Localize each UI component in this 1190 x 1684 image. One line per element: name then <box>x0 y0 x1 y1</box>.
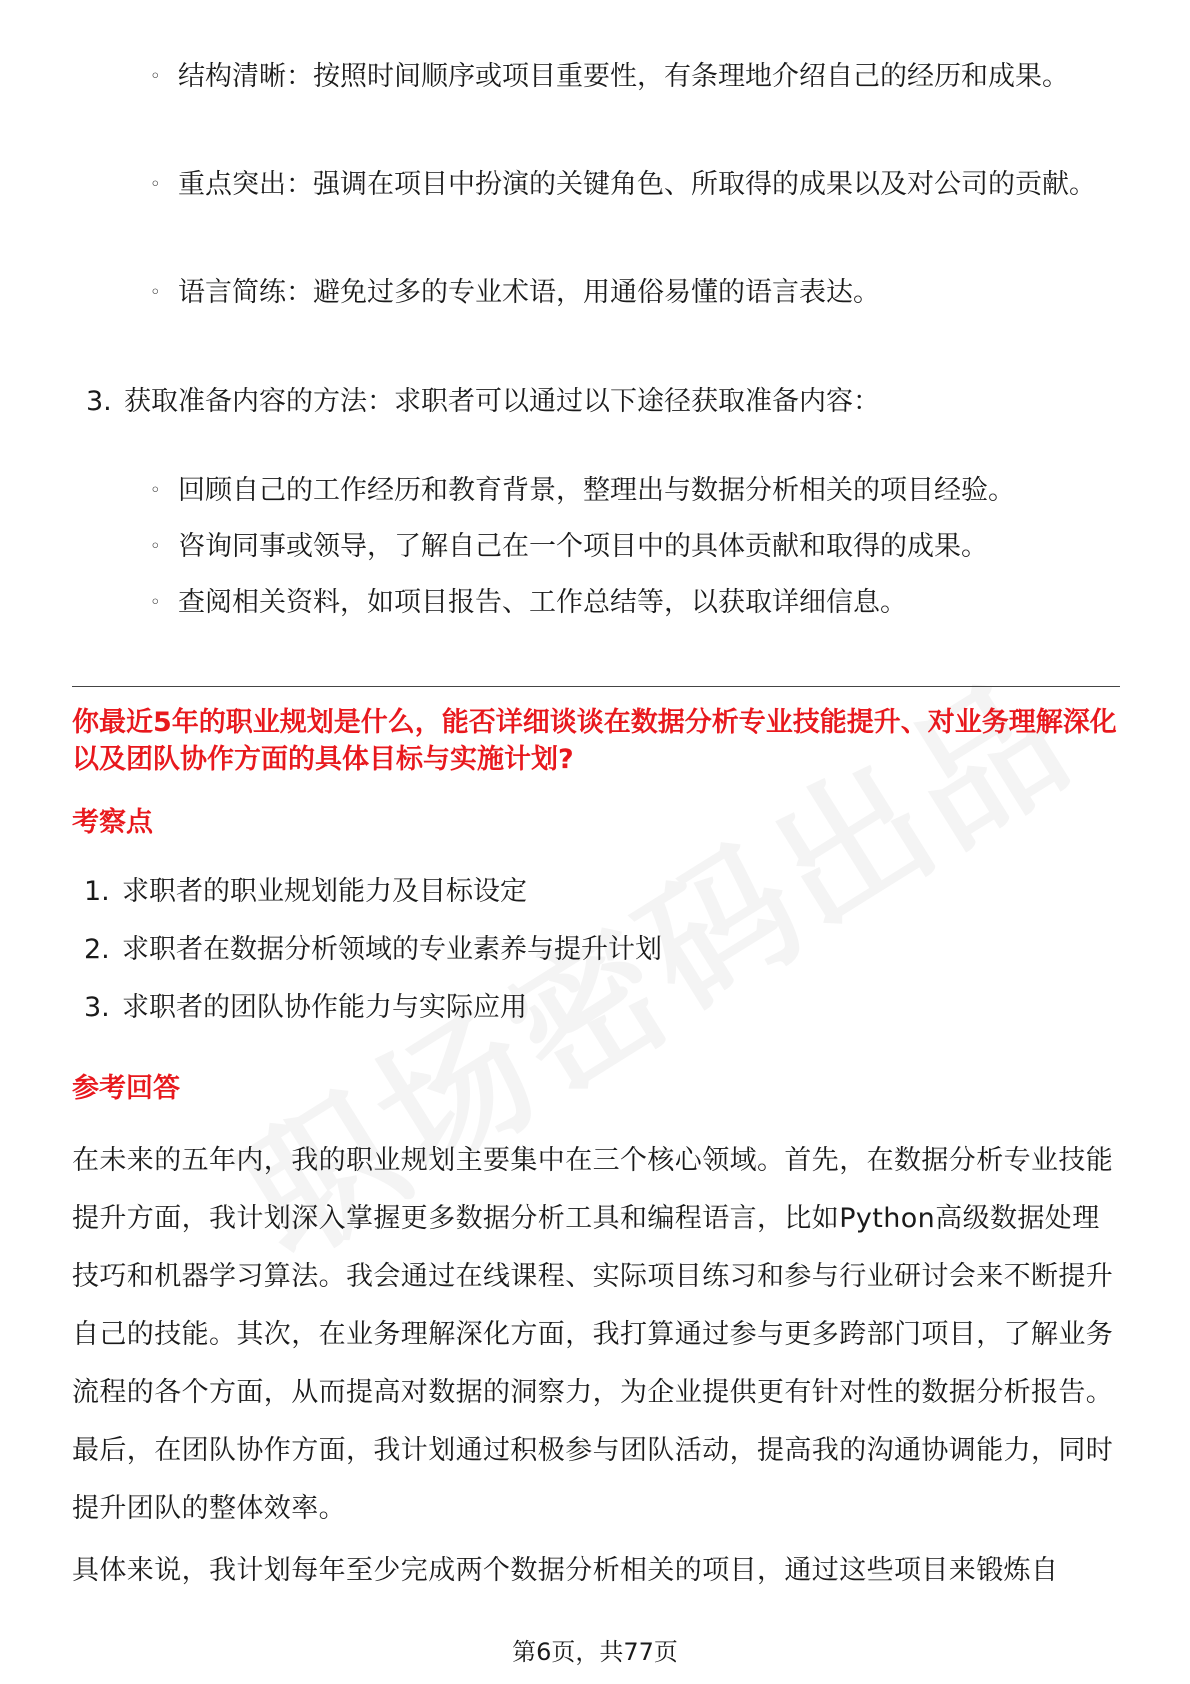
list-item <box>150 264 1120 322</box>
numbered-item <box>86 382 1116 422</box>
item-number: 1. <box>84 876 110 907</box>
item-text: 获取准备内容的方法：求职者可以通过以下途径获取准备内容： <box>124 386 880 417</box>
list-item <box>150 48 1120 106</box>
bullet-circle-icon: ◦ <box>150 174 161 195</box>
list-item-text: 语言简练：避免过多的专业术语，用通俗易懂的语言表达。 <box>178 277 880 308</box>
bullet-circle-icon: ◦ <box>150 480 161 501</box>
item-number: 2. <box>84 934 110 965</box>
list-item-text: 回顾自己的工作经历和教育背景，整理出与数据分析相关的项目经验。 <box>178 475 1015 506</box>
numbered-item <box>84 872 1114 912</box>
bullet-circle-icon: ◦ <box>150 66 161 87</box>
answer-paragraph: 具体来说，我计划每年至少完成两个数据分析相关的项目，通过这些项目来锻炼自 <box>72 1555 1059 1586</box>
page-footer: 第6页，共77页 <box>512 1638 678 1666</box>
bullet-circle-icon: ◦ <box>150 282 161 303</box>
item-number: 3. <box>84 992 110 1023</box>
list-item-text: 重点突出：强调在项目中扮演的关键角色、所取得的成果以及对公司的贡献。 <box>178 169 1096 200</box>
item-text: 求职者的职业规划能力及目标设定 <box>122 876 527 907</box>
interview-question: 你最近5年的职业规划是什么，能否详细谈谈在数据分析专业技能提升、对业务理解深化以及团队协作方面的具体目标与实施计划? <box>72 707 1117 775</box>
list-item-text: 咨询同事或领导，了解自己在一个项目中的具体贡献和取得的成果。 <box>178 531 988 562</box>
section-divider <box>72 686 1120 687</box>
list-item <box>150 156 1120 214</box>
list-item-text: 查阅相关资料，如项目报告、工作总结等，以获取详细信息。 <box>178 587 907 618</box>
item-text: 求职者的团队协作能力与实际应用 <box>122 992 527 1023</box>
bullet-circle-icon: ◦ <box>150 536 161 557</box>
answer-paragraph: 在未来的五年内，我的职业规划主要集中在三个核心领域。首先，在数据分析专业技能提升方面，我计划深入掌握更多数据分析工具和编程语言，比如Python高级数据处理技巧和机器学习算法。我会通过在线课程、实际项目练习和参与行业研讨会来不断提升自己的技能。其次，在业务理解深化方面，我打算通过参与更多跨部门项目，了解业务流程的各个方面，从而提高对数据的洞察力，为企业提供更有针对性的数据分析报告。最后，在团队协作方面，我计划通过积极参与团队活动，提高我的沟通协调能力，同时提升团队的整体效率。 <box>72 1145 1114 1524</box>
list-item <box>150 574 1120 632</box>
list-item <box>150 462 1120 520</box>
numbered-item <box>84 930 1114 970</box>
reference-answer-heading: 参考回答 <box>72 1073 180 1104</box>
numbered-item <box>84 988 1114 1028</box>
item-text: 求职者在数据分析领域的专业素养与提升计划 <box>122 934 662 965</box>
list-item-text: 结构清晰：按照时间顺序或项目重要性，有条理地介绍自己的经历和成果。 <box>178 61 1069 92</box>
bullet-circle-icon: ◦ <box>150 592 161 613</box>
item-number: 3. <box>86 386 112 417</box>
exam-points-heading: 考察点 <box>72 807 153 838</box>
list-item <box>150 518 1120 576</box>
